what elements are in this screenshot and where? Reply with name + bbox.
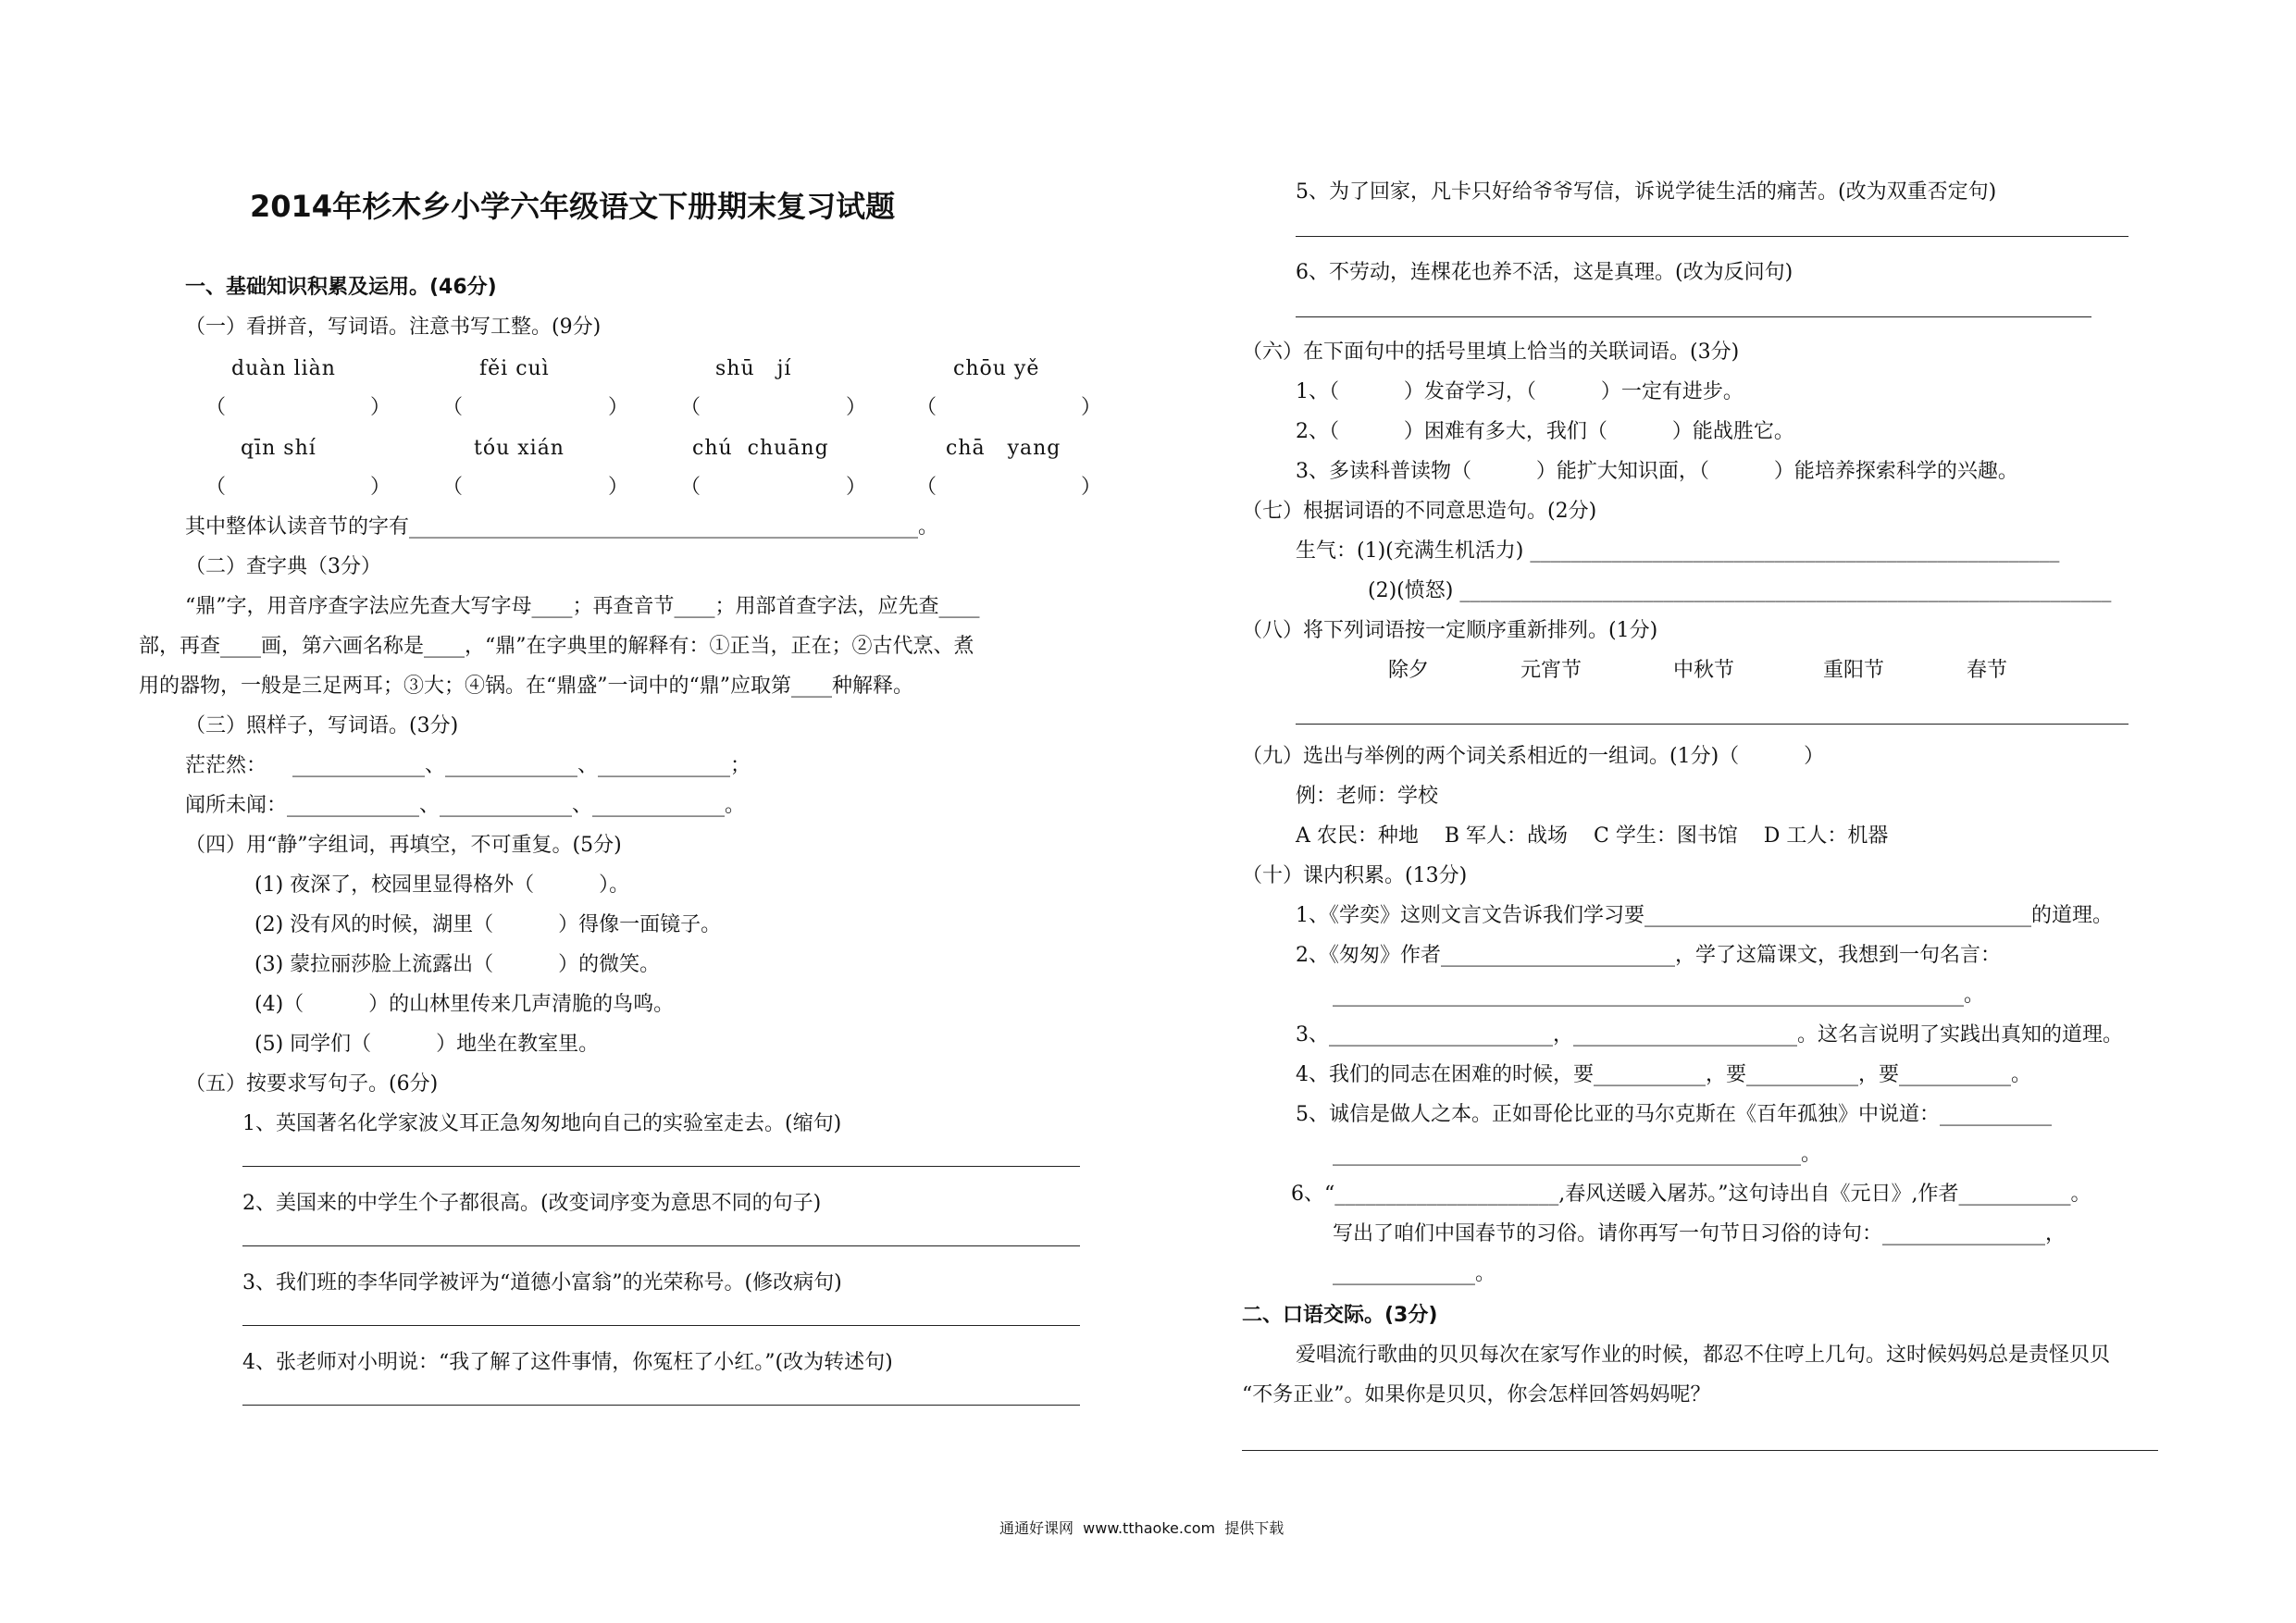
page-footer: 通通好课网 www.tthaoke.com 提供下载 (999, 1519, 1285, 1537)
festival-word: 元宵节 (1520, 659, 1582, 682)
part2-line: 部，再查____画，第六画名称是____，“鼎”在字典里的解释有：①正当，正在；②古代烹、煮 (139, 635, 974, 658)
festival-word: 除夕 (1388, 659, 1430, 682)
part9-heading: （九）选出与举例的两个词关系相近的一组词。(1分)（ ） (1242, 745, 1825, 768)
pinyin-item: shū jí (715, 357, 792, 380)
paren-close: ） (1081, 476, 1102, 499)
syllable-note: 其中整体认读音节的字有__________________________________________________。 (185, 515, 939, 539)
section1-heading: 一、基础知识积累及运用。(46分) (185, 276, 497, 299)
paren-open: （ (205, 476, 227, 499)
part5-heading: （五）按要求写句子。(6分) (185, 1072, 439, 1096)
paren-open: （ (916, 476, 937, 499)
paren-open: （ (442, 476, 464, 499)
part5-item: 2、美国来的中学生个子都很高。(改变词序变为意思不同的句子) (242, 1192, 822, 1215)
part10-line: 写出了咱们中国春节的习俗。请你再写一句节日习俗的诗句：________________， (1333, 1222, 2066, 1245)
part10-line: ______________。 (1333, 1262, 1496, 1285)
festival-word: 春节 (1967, 659, 2008, 682)
part5-item: 4、张老师对小明说：“我了解了这件事情，你冤枉了小红。”(改为转述句) (242, 1351, 893, 1374)
paren-open: （ (680, 396, 701, 419)
answer-line (1296, 316, 2091, 317)
part2-line: “鼎”字，用音序查字法应先查大写字母____；再查音节____；用部首查字法，应先查____ (185, 595, 980, 618)
paren-open: （ (916, 396, 937, 419)
part4-heading: （四）用“静”字组词，再填空，不可重复。(5分) (185, 834, 622, 857)
part10-line: 5、诚信是做人之本。正如哥伦比亚的马尔克斯在《百年孤独》中说道：___________ (1296, 1103, 2052, 1126)
part4-item: (2) 没有风的时候，湖里（ ）得像一面镜子。 (254, 913, 722, 936)
part3-heading: （三）照样子，写词语。(3分) (185, 714, 459, 737)
part10-line: ______________________________________________________________。 (1333, 984, 1985, 1007)
part4-item: (4)（ ）的山林里传来几声清脆的鸟鸣。 (254, 993, 675, 1016)
part6-heading: （六）在下面句中的括号里填上恰当的关联词语。(3分) (1242, 341, 1740, 364)
answer-line (242, 1325, 1080, 1326)
part3-line: 闻所未闻：_____________、_____________、_____________。 (185, 794, 746, 817)
part10-line: 4、我们的同志在困难的时候，要___________，要___________，要___________。 (1296, 1063, 2031, 1086)
answer-line (242, 1245, 1080, 1246)
paren-close: ） (608, 396, 629, 419)
part9-example: 例：老师：学校 (1296, 785, 1439, 808)
pinyin-item: duàn liàn (231, 357, 336, 380)
part2-heading: （二）查字典（3分） (185, 555, 381, 578)
paren-close: ） (846, 396, 867, 419)
part10-heading: （十）课内积累。(13分) (1242, 864, 1468, 887)
pinyin-item: fěi cuì (479, 357, 550, 380)
answer-line (242, 1166, 1080, 1167)
part6-item: 3、多读科普读物（ ）能扩大知识面，（ ）能培养探索科学的兴趣。 (1296, 460, 2018, 483)
part5-item: 3、我们班的李华同学被评为“道德小富翁”的光荣称号。(修改病句) (242, 1271, 842, 1295)
part6-item: 1、（ ）发奋学习，（ ）一定有进步。 (1296, 380, 1744, 403)
section2-line: “不务正业”。如果你是贝贝，你会怎样回答妈妈呢？ (1242, 1383, 1711, 1406)
paren-close: ） (846, 476, 867, 499)
pinyin-item: qīn shí (241, 437, 316, 460)
paren-close: ） (370, 476, 391, 499)
part3-line: 茫茫然： _____________、_____________、_____________； (185, 754, 751, 777)
part2-line: 用的器物，一般是三足两耳；③大；④锅。在“鼎盛”一词中的“鼎”应取第____种解释。 (139, 675, 913, 698)
festival-word: 中秋节 (1673, 659, 1735, 682)
festival-word: 重阳节 (1823, 659, 1885, 682)
part7-heading: （七）根据词语的不同意思造句。(2分) (1242, 500, 1597, 523)
part10-line: ______________________________________________。 (1333, 1143, 1822, 1166)
part4-item: (1) 夜深了，校园里显得格外（ ）。 (254, 873, 630, 897)
paren-close: ） (370, 396, 391, 419)
part6-item: 2、（ ）困难有多大，我们（ ）能战胜它。 (1296, 420, 1794, 443)
section2-heading: 二、口语交际。(3分) (1242, 1304, 1438, 1327)
part5-item: 6、不劳动，连棵花也养不活，这是真理。(改为反问句) (1296, 261, 1793, 284)
pinyin-item: chú chuāng (692, 437, 829, 460)
part7-item: 生气：(1)(充满生机活力) ____________________________________________________ (1296, 539, 2060, 563)
paren-close: ） (608, 476, 629, 499)
part5-item: 1、英国著名化学家波义耳正急匆匆地向自己的实验室走去。(缩句) (242, 1112, 842, 1135)
section2-line: 爱唱流行歌曲的贝贝每次在家写作业的时候，都忍不住哼上几句。这时候妈妈总是责怪贝贝 (1296, 1344, 2111, 1367)
part1-heading: （一）看拼音，写词语。注意书写工整。(9分) (185, 316, 602, 339)
pinyin-item: chōu yě (953, 357, 1040, 380)
paren-open: （ (680, 476, 701, 499)
part10-line: 3、______________________，______________________。这名言说明了实践出真知的道理。 (1296, 1023, 2123, 1047)
part9-options: A 农民：种地 B 军人：战场 C 学生：图书馆 D 工人：机器 (1296, 824, 1889, 848)
pinyin-item: tóu xián (474, 437, 565, 460)
part4-item: (3) 蒙拉丽莎脸上流露出（ ）的微笑。 (254, 953, 661, 976)
part10-line: 1、《学奕》这则文言文告诉我们学习要______________________________________的道理。 (1296, 904, 2113, 927)
paren-open: （ (442, 396, 464, 419)
paren-open: （ (205, 396, 227, 419)
pinyin-item: chā yang (946, 437, 1061, 460)
part4-item: (5) 同学们（ ）地坐在教室里。 (254, 1033, 600, 1056)
part7-item: (2)(愤怒) ________________________________________________________________ (1368, 579, 2112, 602)
exam-title: 2014年杉木乡小学六年级语文下册期末复习试题 (250, 189, 896, 224)
answer-line (1242, 1450, 2158, 1451)
answer-line (242, 1405, 1080, 1406)
part8-heading: （八）将下列词语按一定顺序重新排列。(1分) (1242, 619, 1658, 642)
part5-item: 5、为了回家，凡卡只好给爷爷写信，诉说学徒生活的痛苦。(改为双重否定句) (1296, 180, 1997, 204)
answer-line (1296, 236, 2128, 237)
paren-close: ） (1081, 396, 1102, 419)
answer-line (1296, 724, 2128, 725)
part10-line: 2、《匆匆》作者_______________________，学了这篇课文，我想到一句名言： (1296, 944, 2001, 967)
part10-line: 6、“______________________,春风送暖入屠苏。”这句诗出自《元日》,作者___________。 (1291, 1183, 2091, 1206)
